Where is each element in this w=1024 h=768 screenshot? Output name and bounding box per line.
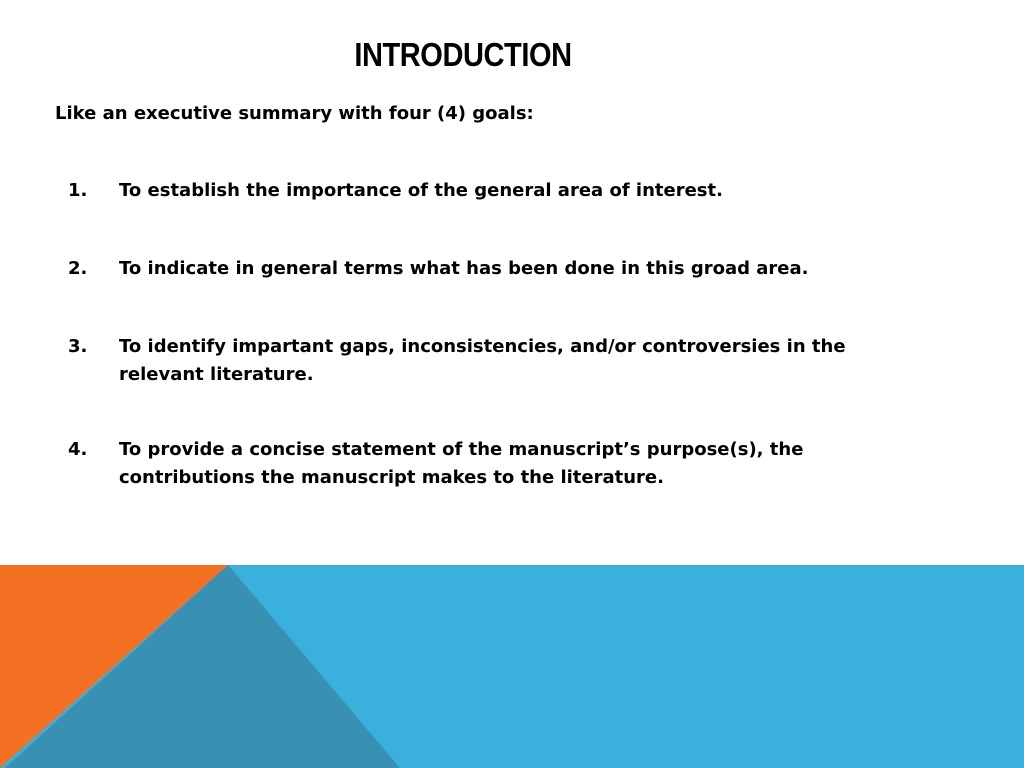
- goal-text: To establish the importance of the general area of interest.: [119, 180, 723, 201]
- goal-text: To identify impartant gaps, inconsistencies, and/or controversies in the relevant literature.: [119, 336, 846, 385]
- goal-text: To provide a concise statement of the manuscript’s purpose(s), the contributions the manuscript makes to the literature.: [119, 439, 804, 488]
- goal-item-2: [68, 255, 918, 283]
- goal-item-3: [68, 333, 918, 389]
- goal-number: 2.: [68, 258, 88, 279]
- goal-text: To indicate in general terms what has been done in this groad area.: [119, 258, 809, 279]
- goal-number: 4.: [68, 439, 88, 460]
- slide-subtitle: Like an executive summary with four (4) goals:: [55, 103, 534, 124]
- goal-item-1: [68, 177, 918, 205]
- goal-number: 3.: [68, 336, 88, 357]
- slide-title: INTRODUCTION: [354, 36, 572, 73]
- decorative-footer-band: [0, 565, 1024, 768]
- goal-number: 1.: [68, 180, 88, 201]
- goal-item-4: [68, 436, 918, 492]
